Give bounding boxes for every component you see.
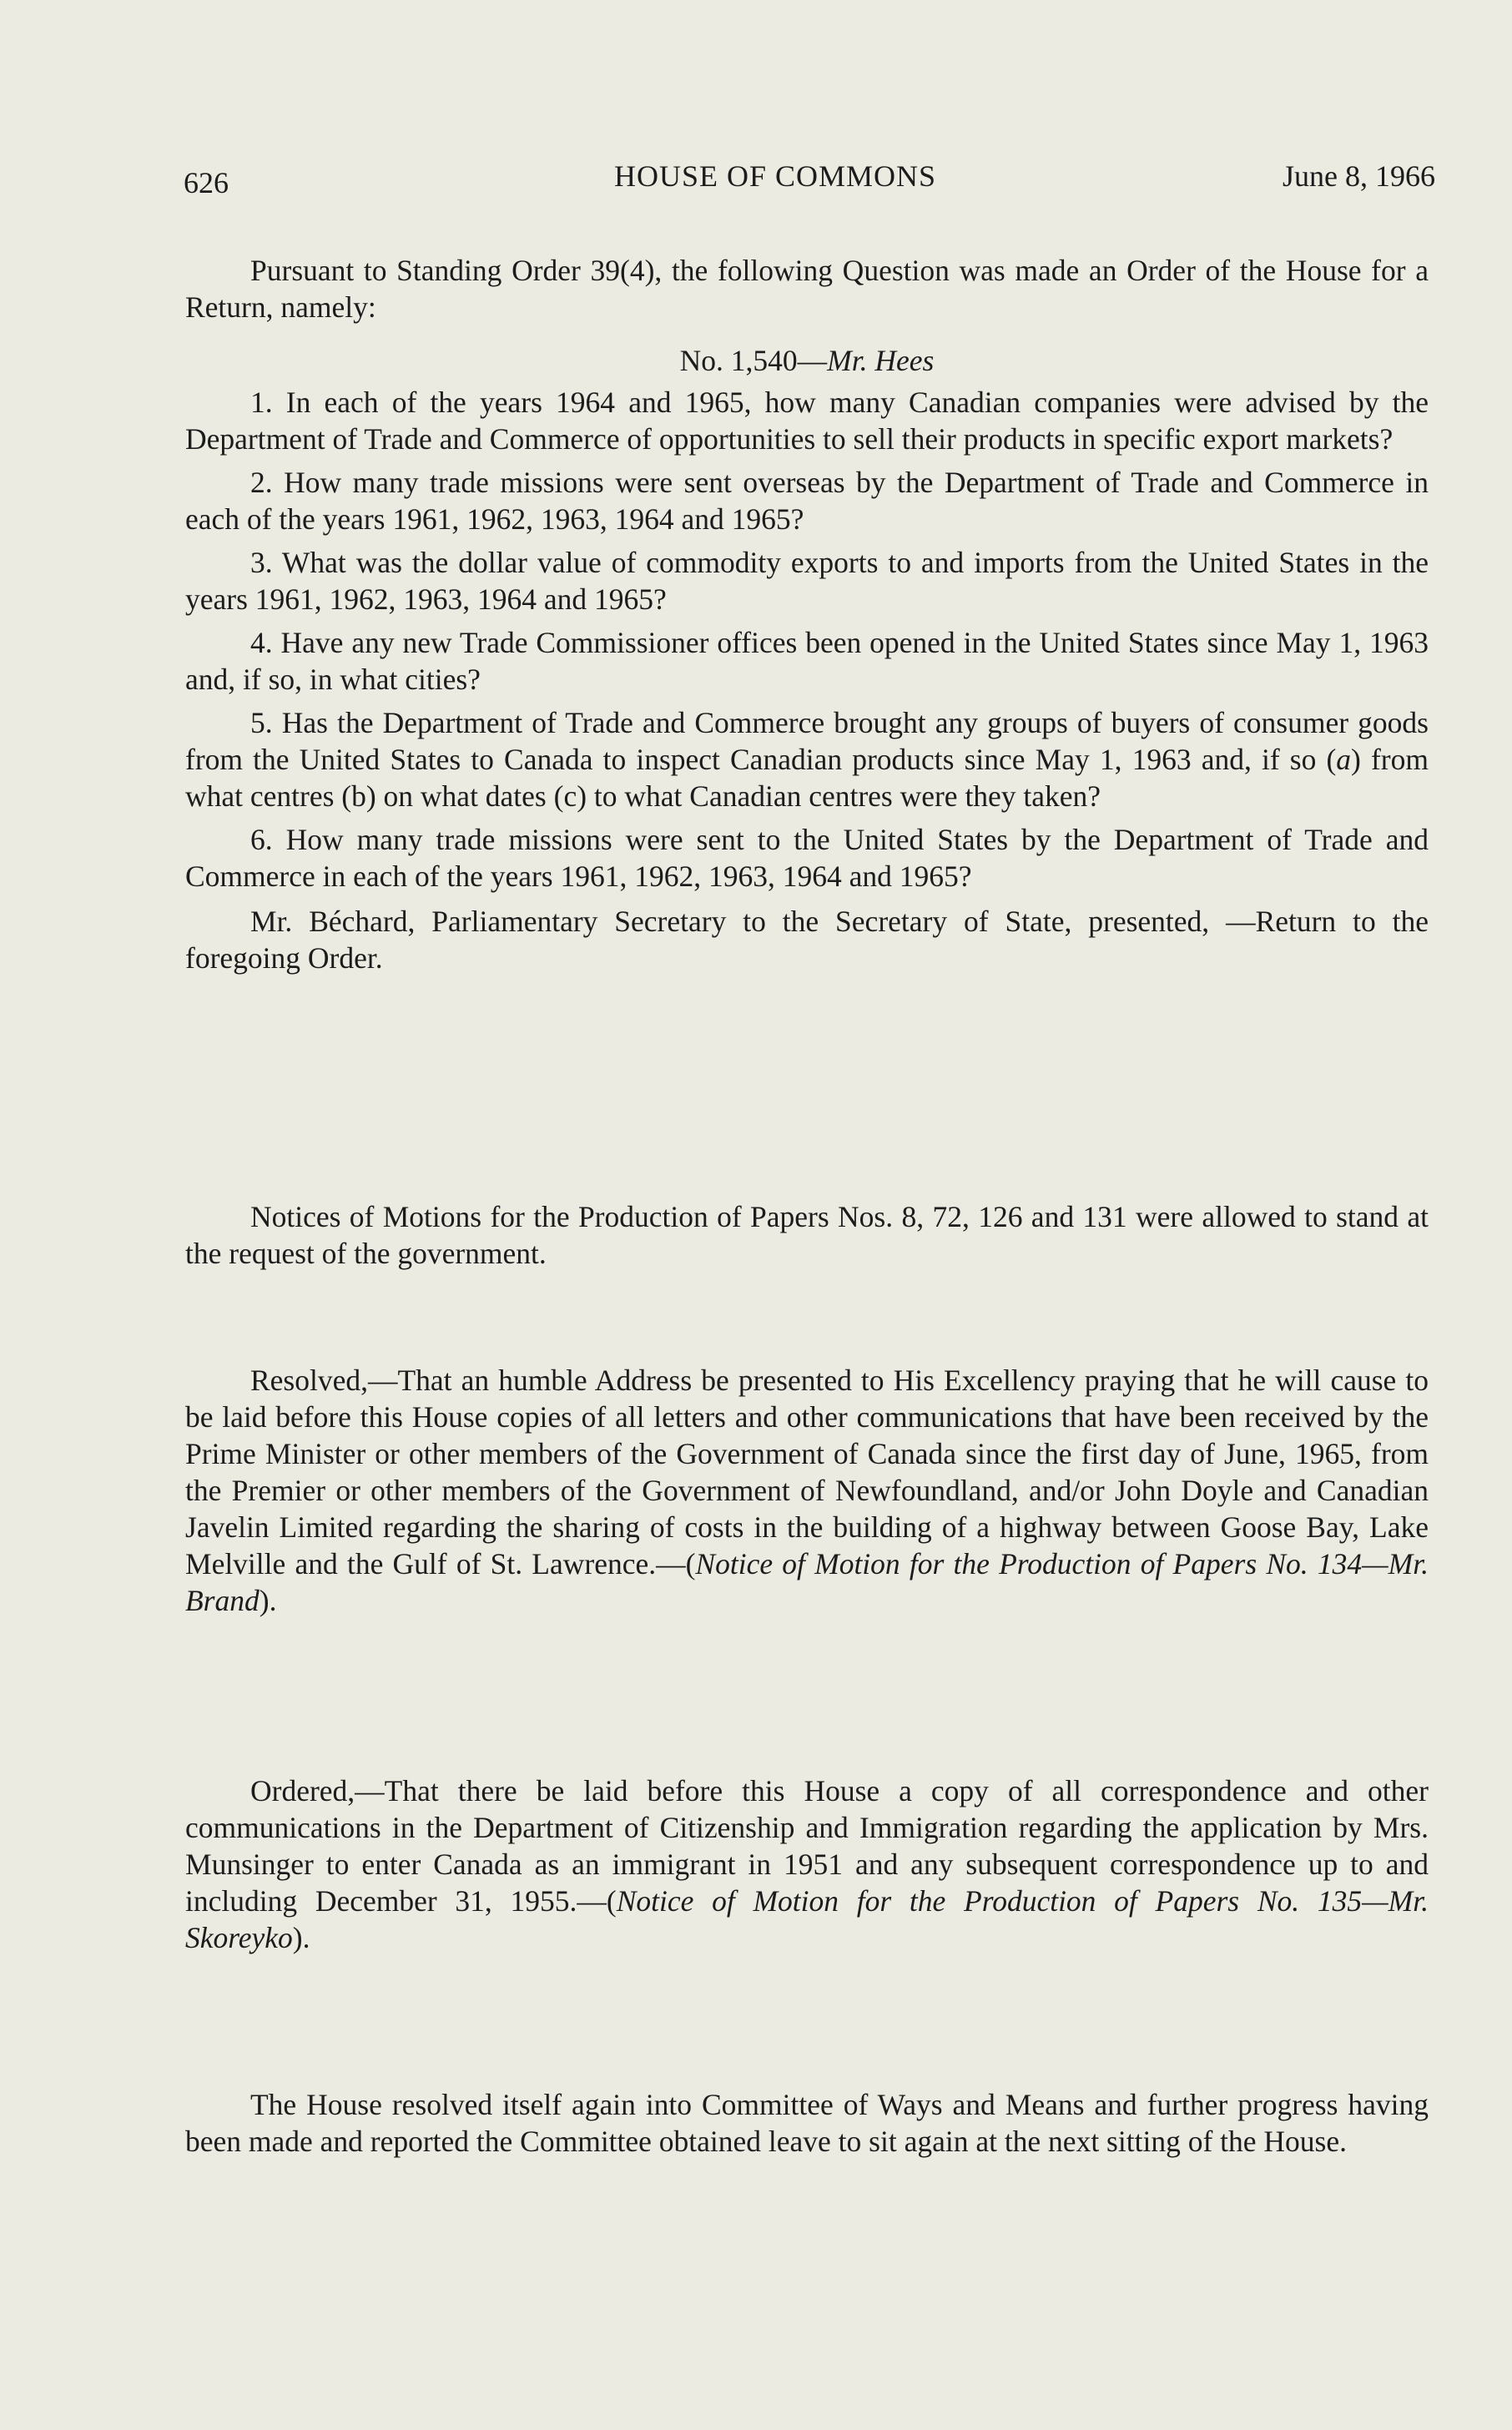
notices-text: Notices of Motions for the Production of Papers Nos. 8, 72, 126 and 131 were allowed to stand at the request of the government. xyxy=(185,1200,1429,1270)
question-3: 3. What was the dollar value of commodity exports to and imports from the United States in the years 1961, 1962, 1963, 1964 and 1965? xyxy=(185,546,1429,616)
return-presented: Mr. Béchard, Parliamentary Secretary to the Secretary of State, presented, —Return to the foregoing Order. xyxy=(185,905,1429,975)
running-title: HOUSE OF COMMONS xyxy=(614,159,937,193)
resolved-close: ). xyxy=(259,1584,277,1617)
page-date: June 8, 1966 xyxy=(1283,159,1435,193)
ordered-body: Ordered,—That there be laid before this House a copy of all correspondence and other communications in the Department of Citizenship and Immigration regarding the application by Mrs. Munsinger to enter Canada as an immigrant in 1951 and any subsequent correspondence up to and including December 31, 1955.—( xyxy=(185,1774,1429,1918)
question-2: 2. How many trade missions were sent overseas by the Department of Trade and Commerce in each of the years 1961, 1962, 1963, 1964 and 1965? xyxy=(185,466,1429,536)
ordered-text xyxy=(185,1772,1429,1956)
question-5-part-b: ) from what centres (b) on what dates (c) to what Canadian centres were they taken? xyxy=(185,743,1429,813)
resolved-body: Resolved,—That an humble Address be presented to His Excellency praying that he will cause to be laid before this House copies of all letters and other communications that have been received by the Prime Minister or other members of the Government of Canada since the first day of June, 1965, from the Premier or other members of the Government of Newfoundland, and/or John Doyle and Canadian Javelin Limited regarding the sharing of costs in the building of a highway between Goose Bay, Lake Melville and the Gulf of St. Lawrence.—( xyxy=(185,1364,1429,1581)
question-number xyxy=(185,342,1429,379)
question-member: Mr. Hees xyxy=(827,344,935,377)
resolved-section xyxy=(185,1362,1429,1619)
resolved-notice: Notice of Motion for the Production of Papers No. 134—Mr. Brand xyxy=(185,1547,1429,1617)
ordered-notice: Notice of Motion for the Production of Papers No. 135—Mr. Skoreyko xyxy=(185,1884,1429,1954)
question-no-label: No. 1,540— xyxy=(679,344,828,377)
question-5-letter: a xyxy=(1336,743,1352,776)
page-number: 626 xyxy=(184,166,229,199)
notices-section xyxy=(185,1198,1429,1272)
committee-text: The House resolved itself again into Committee of Ways and Means and further progress having been made and reported the Committee obtained leave to sit again at the next sitting of the House. xyxy=(185,2088,1429,2158)
ordered-section xyxy=(185,1772,1429,1956)
page-header xyxy=(184,159,1435,200)
ordered-close: ). xyxy=(292,1921,310,1954)
committee-section xyxy=(185,2086,1429,2160)
question-6: 6. How many trade missions were sent to the United States by the Department of Trade and Commerce in each of the years 1961, 1962, 1963, 1964 and 1965? xyxy=(185,823,1429,893)
return-section xyxy=(185,252,1429,976)
question-5-part-a: 5. Has the Department of Trade and Commerce brought any groups of buyers of consumer goods from the United States to Canada to inspect Canadian products since May 1, 1963 and, if so ( xyxy=(185,706,1429,776)
question-5 xyxy=(185,704,1429,814)
question-1: 1. In each of the years 1964 and 1965, how many Canadian companies were advised by the Department of Trade and Commerce of opportunities to sell their products in specific export markets? xyxy=(185,386,1429,456)
return-intro: Pursuant to Standing Order 39(4), the following Question was made an Order of the House for a Return, namely: xyxy=(185,254,1429,324)
resolved-text xyxy=(185,1362,1429,1619)
question-4: 4. Have any new Trade Commissioner offices been opened in the United States since May 1, 1963 and, if so, in what cities? xyxy=(185,626,1429,696)
